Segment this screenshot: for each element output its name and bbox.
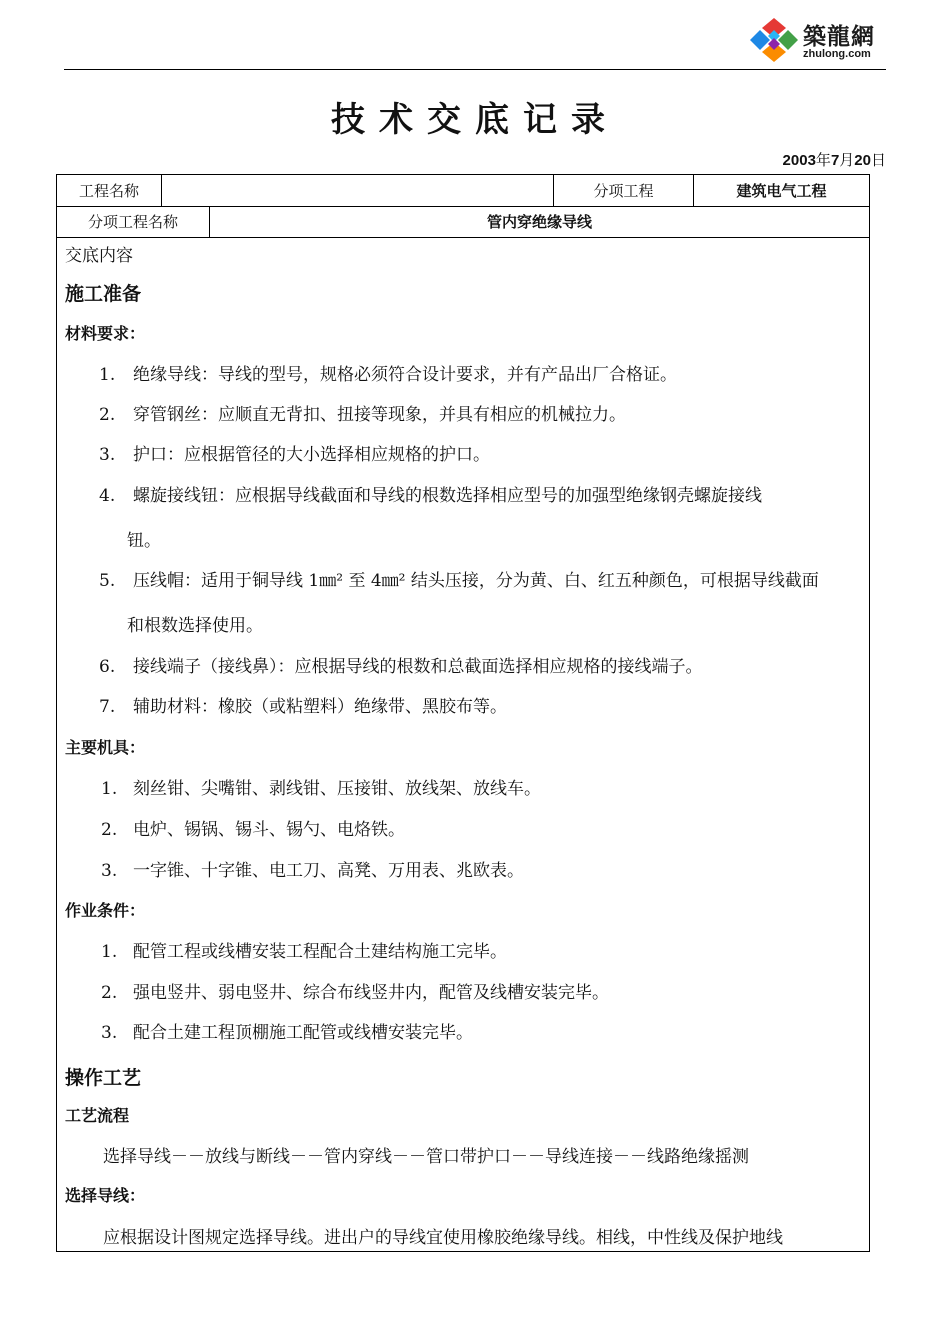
tools-title: 主要机具：	[65, 738, 146, 757]
list-item-text: 护口：应根据管径的大小选择相应规格的护口。	[133, 445, 490, 465]
list-item	[101, 937, 507, 962]
flow-text: 选择导线－－放线与断线－－管内穿线－－管口带护口－－导线连接－－线路绝缘摇测	[103, 1147, 749, 1167]
sub-project-name-label: 分项工程名称	[87, 213, 178, 231]
list-item	[99, 481, 762, 506]
date-day-unit: 日	[870, 151, 886, 169]
list-item-num: 3.	[101, 1023, 118, 1043]
sub-project-name-value: 管内穿绝缘导线	[209, 206, 869, 237]
date-month: 7	[830, 152, 840, 169]
zhulong-logo	[748, 14, 898, 66]
sub-project-label: 分项工程	[553, 175, 693, 206]
list-item-num: 1.	[99, 365, 116, 385]
list-item	[101, 815, 405, 840]
sub-project-value: 建筑电气工程	[693, 175, 869, 206]
select-wire-title: 选择导线：	[65, 1186, 146, 1205]
list-item-text: 压线帽：适用于铜导线 1㎜² 至 4㎜² 结头压接，分为黄、白、红五种颜色，可根据导线截面	[133, 571, 819, 591]
list-item-num: 4.	[99, 486, 116, 506]
list-item-num: 6.	[99, 657, 116, 677]
list-item-num: 1.	[101, 779, 118, 799]
zhulong-logo-mark-icon	[748, 16, 800, 64]
date-day: 20	[854, 152, 871, 169]
conditions-title: 作业条件：	[65, 901, 146, 920]
table-row-project	[57, 175, 869, 207]
logo-domain: zhulong.com	[803, 48, 871, 60]
list-item-text: 螺旋接线钮：应根据导线截面和导线的根数选择相应型号的加强型绝缘钢壳螺旋接线	[133, 486, 762, 506]
materials-title: 材料要求：	[65, 324, 146, 343]
date-month-unit: 月	[839, 151, 855, 169]
list-item-num: 7.	[99, 697, 116, 717]
list-item-text: 电炉、锡锅、锡斗、锡勺、电烙铁。	[133, 820, 405, 840]
project-name-value	[161, 175, 553, 206]
list-item-continuation: 钮。	[127, 531, 161, 551]
list-item-num: 2.	[101, 820, 118, 840]
document-title: 技术交底记录	[331, 100, 619, 140]
list-item	[99, 692, 507, 717]
list-item-text: 配管工程或线槽安装工程配合土建结构施工完毕。	[133, 942, 507, 962]
section-prep-title: 施工准备	[65, 283, 142, 305]
record-date	[783, 149, 886, 170]
list-item-continuation: 和根数选择使用。	[127, 616, 263, 636]
logo-name-cn: 築龍網	[803, 24, 875, 50]
list-item	[101, 1018, 473, 1043]
date-year: 2003	[782, 152, 816, 169]
date-year-unit: 年	[815, 151, 831, 169]
list-item	[99, 652, 703, 677]
select-wire-text: 应根据设计图规定选择导线。进出户的导线宜使用橡胶绝缘导线。相线，中性线及保护地线	[103, 1228, 783, 1248]
list-item-num: 5.	[99, 571, 116, 591]
list-item-text: 绝缘导线：导线的型号，规格必须符合设计要求，并有产品出厂合格证。	[133, 365, 677, 385]
list-item-text: 强电竖井、弱电竖井、综合布线竖井内，配管及线槽安装完毕。	[133, 983, 609, 1003]
table-row-sub-project-name	[57, 206, 869, 238]
list-item	[101, 774, 541, 799]
list-item-num: 3.	[99, 445, 116, 465]
list-item-num: 1.	[101, 942, 118, 962]
list-item-num: 2.	[99, 405, 116, 425]
list-item-num: 3.	[101, 861, 118, 881]
record-table	[56, 174, 870, 1252]
header-rule	[64, 69, 886, 70]
list-item	[101, 978, 609, 1003]
section-process-title: 操作工艺	[65, 1067, 142, 1089]
list-item	[99, 360, 677, 385]
content-label: 交底内容	[65, 246, 133, 266]
project-name-label: 工程名称	[78, 182, 139, 200]
list-item	[99, 400, 626, 425]
list-item-text: 配合土建工程顶棚施工配管或线槽安装完毕。	[133, 1023, 473, 1043]
list-item	[99, 566, 819, 591]
flow-title: 工艺流程	[65, 1106, 130, 1125]
list-item-num: 2.	[101, 983, 118, 1003]
list-item-text: 辅助材料：橡胶（或粘塑料）绝缘带、黑胶布等。	[133, 697, 507, 717]
list-item-text: 刻丝钳、尖嘴钳、剥线钳、压接钳、放线架、放线车。	[133, 779, 541, 799]
list-item	[99, 440, 490, 465]
list-item-text: 接线端子（接线鼻）：应根据导线的根数和总截面选择相应规格的接线端子。	[133, 657, 703, 677]
list-item-text: 一字锥、十字锥、电工刀、高凳、万用表、兆欧表。	[133, 861, 524, 881]
list-item-text: 穿管钢丝：应顺直无背扣、扭接等现象，并具有相应的机械拉力。	[133, 405, 626, 425]
list-item	[101, 856, 524, 881]
